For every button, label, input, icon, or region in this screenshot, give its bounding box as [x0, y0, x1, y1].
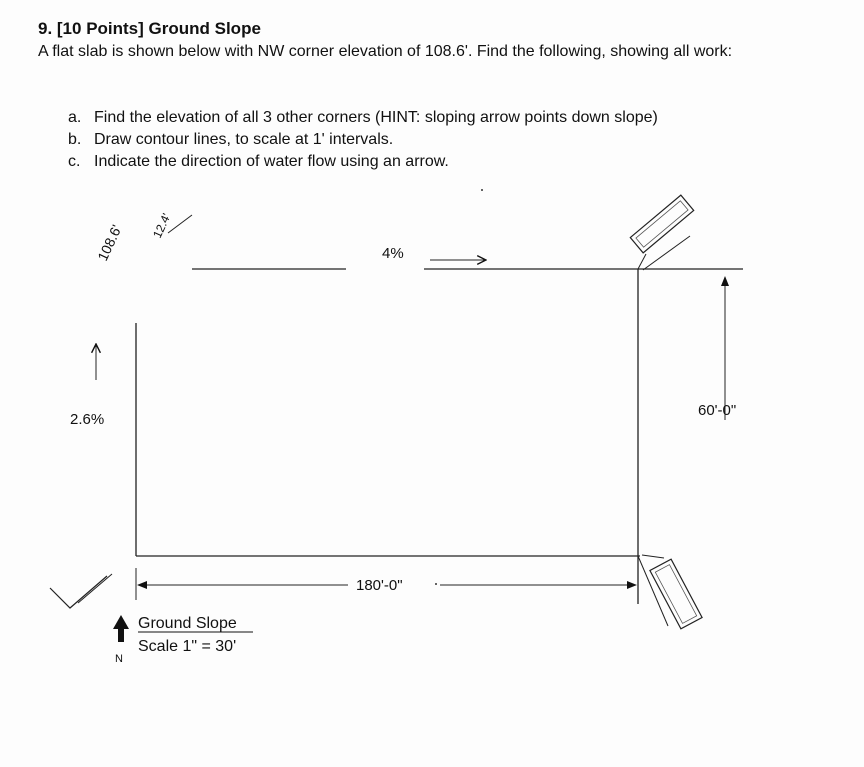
se-leader-1 — [638, 556, 668, 626]
ne-corner-marker — [630, 195, 693, 253]
task-letter: b. — [68, 131, 82, 148]
north-south-slope-label: 2.6% — [70, 411, 105, 428]
caption-scale: Scale 1" = 30' — [138, 638, 237, 655]
ne-leader-1 — [638, 254, 646, 269]
east-west-slope-label: 4% — [382, 245, 404, 262]
nw-elevation-label: 108.6' — [94, 222, 125, 264]
north-arrow — [113, 615, 129, 665]
stray-dot — [435, 583, 437, 585]
task-letter: a. — [68, 109, 82, 126]
north-label: N — [115, 653, 123, 665]
width-dimension-label: 180'-0" — [356, 577, 403, 594]
stray-dot — [481, 189, 483, 191]
height-dimension-label: 60'-0" — [698, 402, 737, 419]
nw-marker-label: 12.4' — [150, 211, 174, 241]
caption-title: Ground Slope — [138, 615, 237, 632]
task-letter: c. — [68, 153, 81, 170]
question-title: 9. [10 Points] Ground Slope — [38, 19, 261, 38]
sw-corner-marker — [50, 574, 112, 608]
question-intro: A flat slab is shown below with NW corner elevation of 108.6'. Find the following, showing all work: — [38, 43, 733, 60]
task-text: Draw contour lines, to scale at 1' intervals. — [94, 131, 394, 148]
task-text: Find the elevation of all 3 other corners (HINT: sloping arrow points down slope) — [94, 109, 658, 126]
ne-leader-2 — [643, 236, 690, 270]
se-leader-2 — [642, 555, 664, 558]
task-text: Indicate the direction of water flow using an arrow. — [94, 153, 449, 170]
se-corner-marker — [650, 559, 702, 629]
